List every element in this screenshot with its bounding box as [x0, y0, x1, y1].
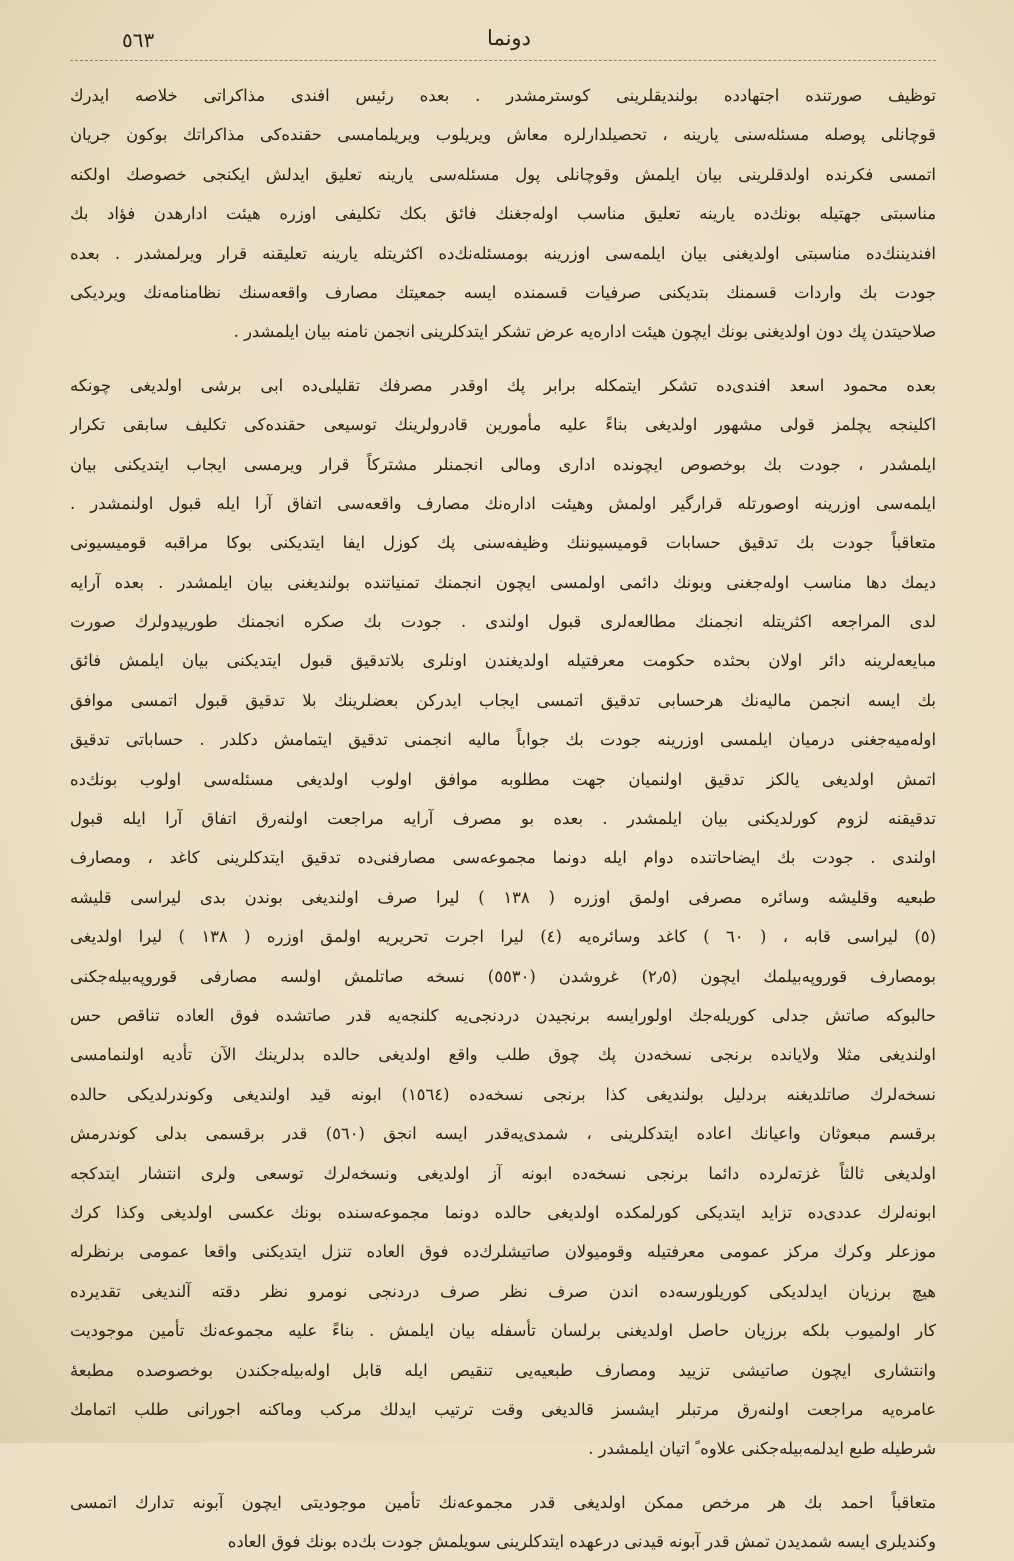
- text-line: اكلينجه يچلمز قولى مشهور اولديغى بناءً عليه مأمورين قادرولرينك توسيعى حقنده‌كى تكليف سابقى تكرار: [70, 415, 936, 435]
- header-divider: [70, 60, 936, 61]
- text-line: ديمك دها مناسب اوله‌جغنى وبونك دائمى اولمسى ايچون انجمنك تمنياتنده بولنديغنى بيان ايلمشدر . بعده آرايه: [70, 572, 936, 592]
- text-line: اوله‌ميه‌جغنى درميان ايلمسى اوزرينه جودت بك جواباً ماليه انجمنى تدقيق ايتمامش دكلدر . حساباتى تدقيق: [70, 730, 936, 750]
- text-line: افنديننك‌ده مناسبتى اولديغنى بيان ايلمه‌سى اوزرينه بومسئله‌نك‌ده اكثريتله يارينه تعليقنه قرار ويرلمشدر . بعده: [70, 243, 936, 263]
- text-line: اولديغى ثالثاً غزته‌لرده دائما برنجى نسخه‌ده ابونه آز اولديغى ونسخه‌لرك توسعى ولرى انتشار ايتدكجه: [70, 1163, 936, 1183]
- running-title: دونما: [487, 26, 531, 50]
- text-line: بعده محمود اسعد افندى‌ده تشكر ايتمكله برابر پك اوقدر مصرفك تقليلى‌ده ابى برشى اولديغى چونكه: [70, 375, 936, 395]
- text-line: مناسبتى جهتيله بونك‌ده يارينه تعليق مناسب اوله‌جغنك فائق بكك تكليفى اوزره هيئت ادارهدن فؤاد بك: [70, 204, 936, 224]
- text-line: ايلمه‌سى اوزرينه اوصورتله قرارگير اولمش وهيئت اداره‌نك مصارف واقعه‌سى اتفاق آرا ايله قبول اولنمشدر .: [70, 493, 936, 513]
- text-line: اتمش اولديغى يالكز تدقيق اولنميان جهت مطلوبه موافق اولوب اولديغى مسئله‌سى اولوب بونك‌ده: [70, 769, 936, 789]
- text-line: وكنديلرى ايسه شمديدن تمش قدر آبونه قيدنى درعهده ايتدكلرينى سويلمش جودت بك‌ده بونك فوق العاده: [227, 1532, 936, 1552]
- text-line: اتمسى فكرنده اولدقلرينى بيان ايلمش وقوچانلى پول مسئله‌سى يارينه تعليق ايدلش ايكنجى خصوصك اولكنه: [70, 164, 936, 184]
- text-line: متعاقباً احمد بك هر مرخص ممكن اولديغى قدر مجموعه‌نك تأمين موجوديتى ايچون آبونه تدارك اتمسى: [70, 1492, 936, 1512]
- paragraph-gap: [70, 1469, 936, 1483]
- text-line: هيچ برزيان ايدلديكى كوريلورسه‌ده اندن صرف نظر صرف دردنجى نومرو نظر دقته آلنديغى تقديرده: [70, 1281, 936, 1301]
- body-text: [70, 76, 936, 1552]
- text-line: طبعيه وقليشه وسائره مصرفى اولمق اوزره ( ١٣٨ ) ليرا صرف اولنديغى بوندن بدى ليراسى قليشه: [70, 887, 936, 907]
- page-number: ٥٦٣: [122, 28, 155, 52]
- text-line: عامره‌يه مراجعت اولنه‌رق مرتبلر ايشسز قالديغى وقت ترتيب ايدلك مركب وماكنه اجورانى طلب اتمامك: [70, 1399, 936, 1419]
- text-line: بك ايسه انجمن ماليه‌نك هرحسابى تدقيق اتمسى ايجاب ايدركن بعضلرينك بلا تدقيق قبول اتمسى موافق: [70, 690, 936, 710]
- text-line: كار اولميوب بلكه برزيان حاصل اولديغنى برلسان تأسفله بيان ايلمش . بناءً عليه مجموعه‌نك تأمين موجوديت: [70, 1321, 936, 1341]
- text-line: برقسم مبعوثان واعيانك اعاده ايتدكلرينى ، شمدى‌يه‌قدر ايسه انجق (٥٦٠) قدر برقسمى بدلى كوندرمش: [70, 1124, 936, 1144]
- text-line: بومصارف قوروپه‌بيلمك ايچون (٢٫٥) غروشدن (٥٥٣٠) نسخه صاتلمش اولسه مصارفى قوروپه‌بيله‌جكنى: [70, 966, 936, 986]
- page-header: [92, 24, 926, 54]
- text-line: قوچانلى پوصله مسئله‌سنى يارينه ، تحصيلدارلره معاش ويريلوب ويريلمامسى حقنده‌كى مذاكراتك بوكون جريان: [70, 125, 936, 145]
- text-line: ايلمشدر ، جودت بك بوخصوص ايچونده ادارى ومالى انجمنلر مشتركاً قرار ويرمسى ايجاب ايتديكنى بيان: [70, 454, 936, 474]
- text-line: اولندى . جودت بك ايضاحاتنده دوام ايله دونما مجموعه‌سى مصارفنى‌ده تدقيق ايتدكلرينى كاغد ، ومصارف: [70, 848, 936, 868]
- text-line: ابونه‌لرك عددى‌ده تزايد ايتديكى كورلمكده اولديغى حالده دونما مجموعه‌سنده بونك عكسى اولديغى وكذا كرك: [70, 1202, 936, 1222]
- text-line: موزعلر وكرك مركز عمومى معرفتيله وقوميولان صاتيشلرك‌ده فوق العاده تنزل ايتديكنى واقعا عمومى برنظرله: [70, 1242, 936, 1262]
- text-line: جودت بك واردات قسمنك بتديكنى صرفيات قسمنده ايسه جمعيتك مصارف واقعه‌سنك نظامنامه‌نك ويرديكى: [70, 282, 936, 302]
- text-line: نسخه‌لرك صاتلديغنه بردليل بولنديغى كذا برنجى نسخه‌ده (١٥٦٤) ابونه قيد اولنديغى وكوندرلديكى حالده: [70, 1084, 936, 1104]
- text-line: صلاحيتدن پك دون اولديغنى بونك ايچون هيئت اداره‌يه عرض تشكر ايتدكلرينى انجمن نامنه بيان ايلمشدر .: [233, 322, 936, 342]
- text-line: وانتشارى ايچون صاتيشى تزييد ومصارف طبعيه‌يى تنقيص ايله قابل اوله‌بيله‌جكندن بوخصوصده مطبعهٔ: [70, 1360, 936, 1380]
- text-line: متعاقباً جودت بك تدقيق حسابات قوميسيوننك وظيفه‌سنى پك كوزل ايفا ايتديكنى بوكا مراقبه قوميسيونى: [70, 533, 936, 553]
- text-line: توظيف صورتنده اجتهادده بولنديقلرينى كوسترمشدر . بعده رئيس افندى مذاكراتى خلاصه ايدرك: [70, 86, 936, 105]
- paragraph-gap: [70, 352, 936, 366]
- text-line: حالبوكه صاتش جدلى كوريله‌جك اولورايسه برنجيدن دردنجى‌يه كلنجه‌يه قدر صاتشده فوق العاده تناقص حس: [70, 1005, 936, 1025]
- text-line: لدى المراجعه اكثريتله انجمنك مطالعه‌لرى قبول اولندى . جودت بك صكره انجمنك طوريپدولرك صورت: [70, 612, 936, 632]
- text-line: (٥) ليراسى قابه ، ( ٦٠ ) كاغد وسائره‌يه (٤) ليرا اجرت تحريريه اولمق اوزره ( ١٣٨ ) ليرا اولديغى: [70, 927, 936, 947]
- text-line: شرطيله طبع ايدلمه‌بيله‌جكنى علاوه ً اتيان ايلمشدر .: [588, 1439, 936, 1459]
- text-line: اولنديغى مثلا ولايانده برنجى نسخه‌دن پك چوق طلب واقع اولديغى حالده بدلرينك الآن تأديه اولنمامسى: [70, 1045, 936, 1065]
- text-line: مبايعه‌لرينه دائر اولان بحثده حكومت معرفتيله اولديغندن اونلرى بلاتدقيق قبول ايتديكنى بيان ايلمش فائق: [70, 651, 936, 671]
- text-line: تدقيقنه لزوم كورلديكنى بيان ايلمشدر . بعده بو مصرف آرايه مراجعت اولنه‌رق اتفاق آرا ايله قبول: [70, 809, 936, 829]
